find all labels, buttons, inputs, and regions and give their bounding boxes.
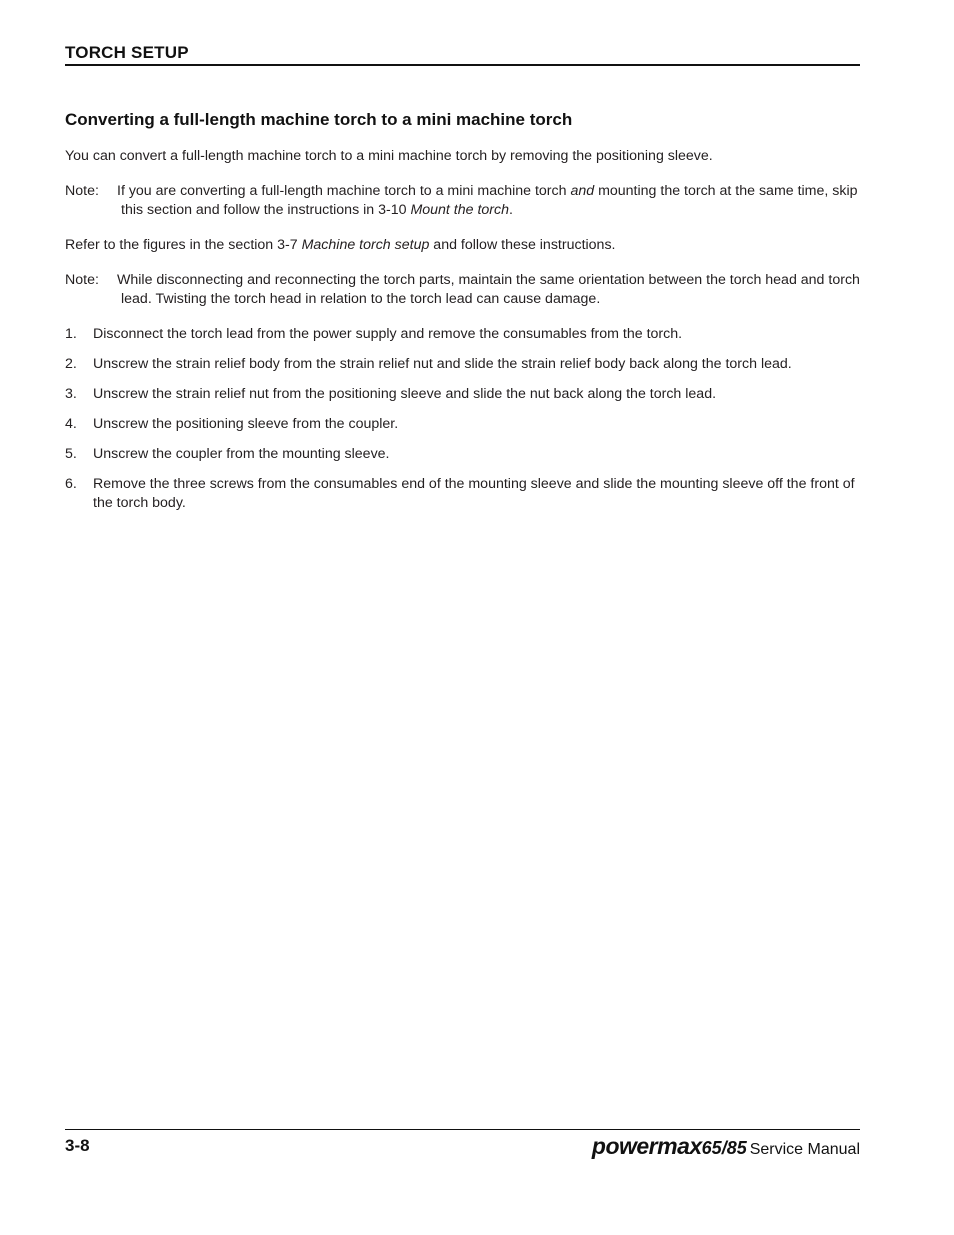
note-text: While disconnecting and reconnecting the torch parts, maintain the same orientation between the torch head and torch lead. Twisting the torch head in relation to the torch lead can cause damage. — [117, 272, 860, 307]
intro-paragraph: You can convert a full-length machine torch to a mini machine torch by removing the positioning sleeve. — [65, 148, 713, 164]
note-label: Note: — [65, 272, 99, 288]
refer-text: Refer to the figures in the section 3-7 — [65, 237, 302, 253]
step-item — [65, 325, 860, 344]
step-text: Disconnect the torch lead from the power supply and remove the consumables from the torch. — [93, 326, 683, 342]
note-text: If you are converting a full-length machine torch to a mini machine torch — [117, 183, 571, 199]
footer-divider — [65, 1129, 860, 1130]
brand-logo: powermax — [591, 1133, 702, 1159]
cross-reference: Mount the torch — [410, 202, 510, 218]
page-number: 3-8 — [65, 1136, 90, 1155]
step-item — [65, 415, 860, 434]
manual-label: Service Manual — [749, 1141, 860, 1158]
note-emphasis: and — [570, 183, 595, 199]
step-text: Unscrew the positioning sleeve from the coupler. — [93, 416, 399, 432]
step-item — [65, 385, 860, 404]
step-number: 1. — [65, 326, 77, 342]
instruction-steps — [65, 325, 860, 513]
step-number: 6. — [65, 476, 77, 492]
step-item — [65, 355, 860, 374]
refer-paragraph — [65, 236, 860, 255]
note-text: . — [509, 202, 513, 218]
footer-title — [592, 1133, 860, 1160]
step-text: Unscrew the strain relief nut from the positioning sleeve and slide the nut back along the torch lead. — [93, 386, 717, 402]
header-divider — [65, 64, 860, 66]
note-label: Note: — [65, 183, 99, 199]
page-content — [65, 108, 860, 524]
step-number: 4. — [65, 416, 77, 432]
page-heading: Converting a full-length machine torch to a mini machine torch — [65, 110, 573, 129]
note-orientation — [65, 271, 860, 309]
step-text: Unscrew the strain relief body from the strain relief nut and slide the strain relief body back along the torch lead. — [93, 356, 792, 372]
section-header: TORCH SETUP — [65, 43, 189, 62]
step-number: 5. — [65, 446, 77, 462]
step-item — [65, 475, 860, 513]
step-number: 2. — [65, 356, 77, 372]
step-text: Unscrew the coupler from the mounting sleeve. — [93, 446, 390, 462]
step-item — [65, 445, 860, 464]
note-mount-torch — [65, 182, 860, 220]
note-text: mounting the torch at the same time, skip this section and follow the instructions in 3-10 — [121, 183, 858, 218]
model-number: 65/85 — [701, 1138, 747, 1158]
step-number: 3. — [65, 386, 77, 402]
step-text: Remove the three screws from the consumables end of the mounting sleeve and slide the mounting sleeve off the front of the torch body. — [93, 476, 855, 511]
cross-reference: Machine torch setup — [301, 237, 430, 253]
refer-text: and follow these instructions. — [429, 237, 616, 253]
